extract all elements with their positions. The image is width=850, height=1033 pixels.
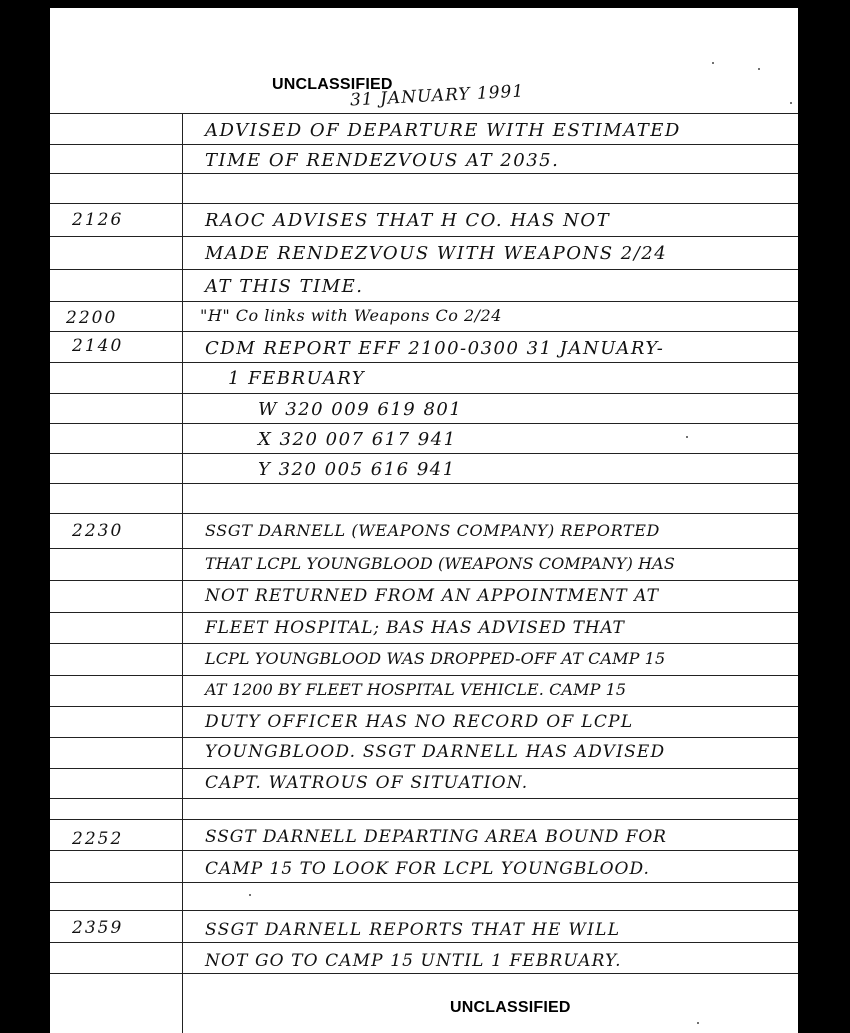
ruled-line [50, 513, 798, 514]
log-line: CAPT. WATROUS OF SITUATION. [205, 773, 529, 793]
ruled-line [50, 612, 798, 613]
log-line: W 320 009 619 801 [258, 399, 463, 420]
ruled-line [50, 453, 798, 454]
log-line: LCPL YOUNGBLOOD WAS DROPPED-OFF AT CAMP 15 [205, 649, 666, 668]
log-line: RAOC ADVISES THAT H CO. HAS NOT [205, 210, 611, 231]
log-time: 2359 [72, 918, 124, 938]
log-time: 2200 [66, 308, 118, 328]
ruled-line [50, 706, 798, 707]
log-time: 2230 [72, 521, 124, 541]
log-line: CDM REPORT EFF 2100-0300 31 JANUARY- [205, 338, 665, 359]
log-line: MADE RENDEZVOUS WITH WEAPONS 2/24 [205, 243, 668, 264]
ruled-line [50, 910, 798, 911]
scan-speck [686, 436, 688, 438]
ruled-line [50, 882, 798, 883]
ruled-line [50, 301, 798, 302]
log-line: FLEET HOSPITAL; BAS HAS ADVISED THAT [205, 618, 625, 638]
scan-speck [712, 62, 714, 64]
ruled-line [50, 173, 798, 174]
ruled-line [50, 423, 798, 424]
log-line: NOT GO TO CAMP 15 UNTIL 1 FEBRUARY. [205, 951, 622, 971]
log-line: TIME OF RENDEZVOUS AT 2035. [205, 150, 560, 171]
log-line: 1 FEBRUARY [228, 368, 366, 389]
ruled-line [50, 580, 798, 581]
ruled-line [50, 331, 798, 332]
ruled-line [50, 768, 798, 769]
classification-header: UNCLASSIFIED [272, 76, 393, 93]
log-line: AT THIS TIME. [205, 276, 364, 297]
ruled-line [50, 203, 798, 204]
log-line: "H" Co links with Weapons Co 2/24 [200, 306, 502, 325]
scan-border-left [0, 0, 50, 1033]
scan-border-right [798, 0, 850, 1033]
ruled-line [50, 643, 798, 644]
log-line: SSGT DARNELL (WEAPONS COMPANY) REPORTED [205, 521, 660, 540]
ruled-line [50, 675, 798, 676]
ruled-line [50, 942, 798, 943]
log-line: AT 1200 BY FLEET HOSPITAL VEHICLE. CAMP 15 [205, 680, 627, 699]
log-line: ADVISED OF DEPARTURE WITH ESTIMATED [205, 120, 681, 141]
log-time: 2252 [72, 829, 124, 849]
ruled-line [50, 144, 798, 145]
ruled-line [50, 236, 798, 237]
log-line: Y 320 005 616 941 [258, 459, 456, 480]
log-time: 2126 [72, 210, 124, 230]
ruled-line [50, 362, 798, 363]
ruled-line [50, 483, 798, 484]
scan-border-top [0, 0, 850, 8]
scan-speck [697, 1022, 699, 1024]
margin-line [182, 113, 183, 1033]
ruled-line [50, 269, 798, 270]
log-line: YOUNGBLOOD. SSGT DARNELL HAS ADVISED [205, 742, 666, 762]
log-line: THAT LCPL YOUNGBLOOD (WEAPONS COMPANY) HAS [205, 554, 675, 573]
scan-speck [249, 894, 251, 896]
ruled-line [50, 819, 798, 820]
scan-speck [758, 68, 760, 70]
log-line: SSGT DARNELL DEPARTING AREA BOUND FOR [205, 827, 667, 847]
ruled-line [50, 798, 798, 799]
scan-speck [790, 102, 792, 104]
log-line: SSGT DARNELL REPORTS THAT HE WILL [205, 920, 621, 940]
ruled-line [50, 737, 798, 738]
log-line: NOT RETURNED FROM AN APPOINTMENT AT [205, 586, 660, 606]
log-line: CAMP 15 TO LOOK FOR LCPL YOUNGBLOOD. [205, 859, 650, 879]
log-time: 2140 [72, 336, 124, 356]
ruled-line [50, 850, 798, 851]
ruled-line [50, 113, 798, 114]
classification-footer: UNCLASSIFIED [450, 999, 571, 1016]
log-line: X 320 007 617 941 [258, 429, 457, 450]
log-line: DUTY OFFICER HAS NO RECORD OF LCPL [205, 712, 634, 732]
ruled-line [50, 548, 798, 549]
log-date: 31 JANUARY 1991 [349, 81, 525, 111]
ruled-line [50, 973, 798, 974]
ruled-line [50, 393, 798, 394]
